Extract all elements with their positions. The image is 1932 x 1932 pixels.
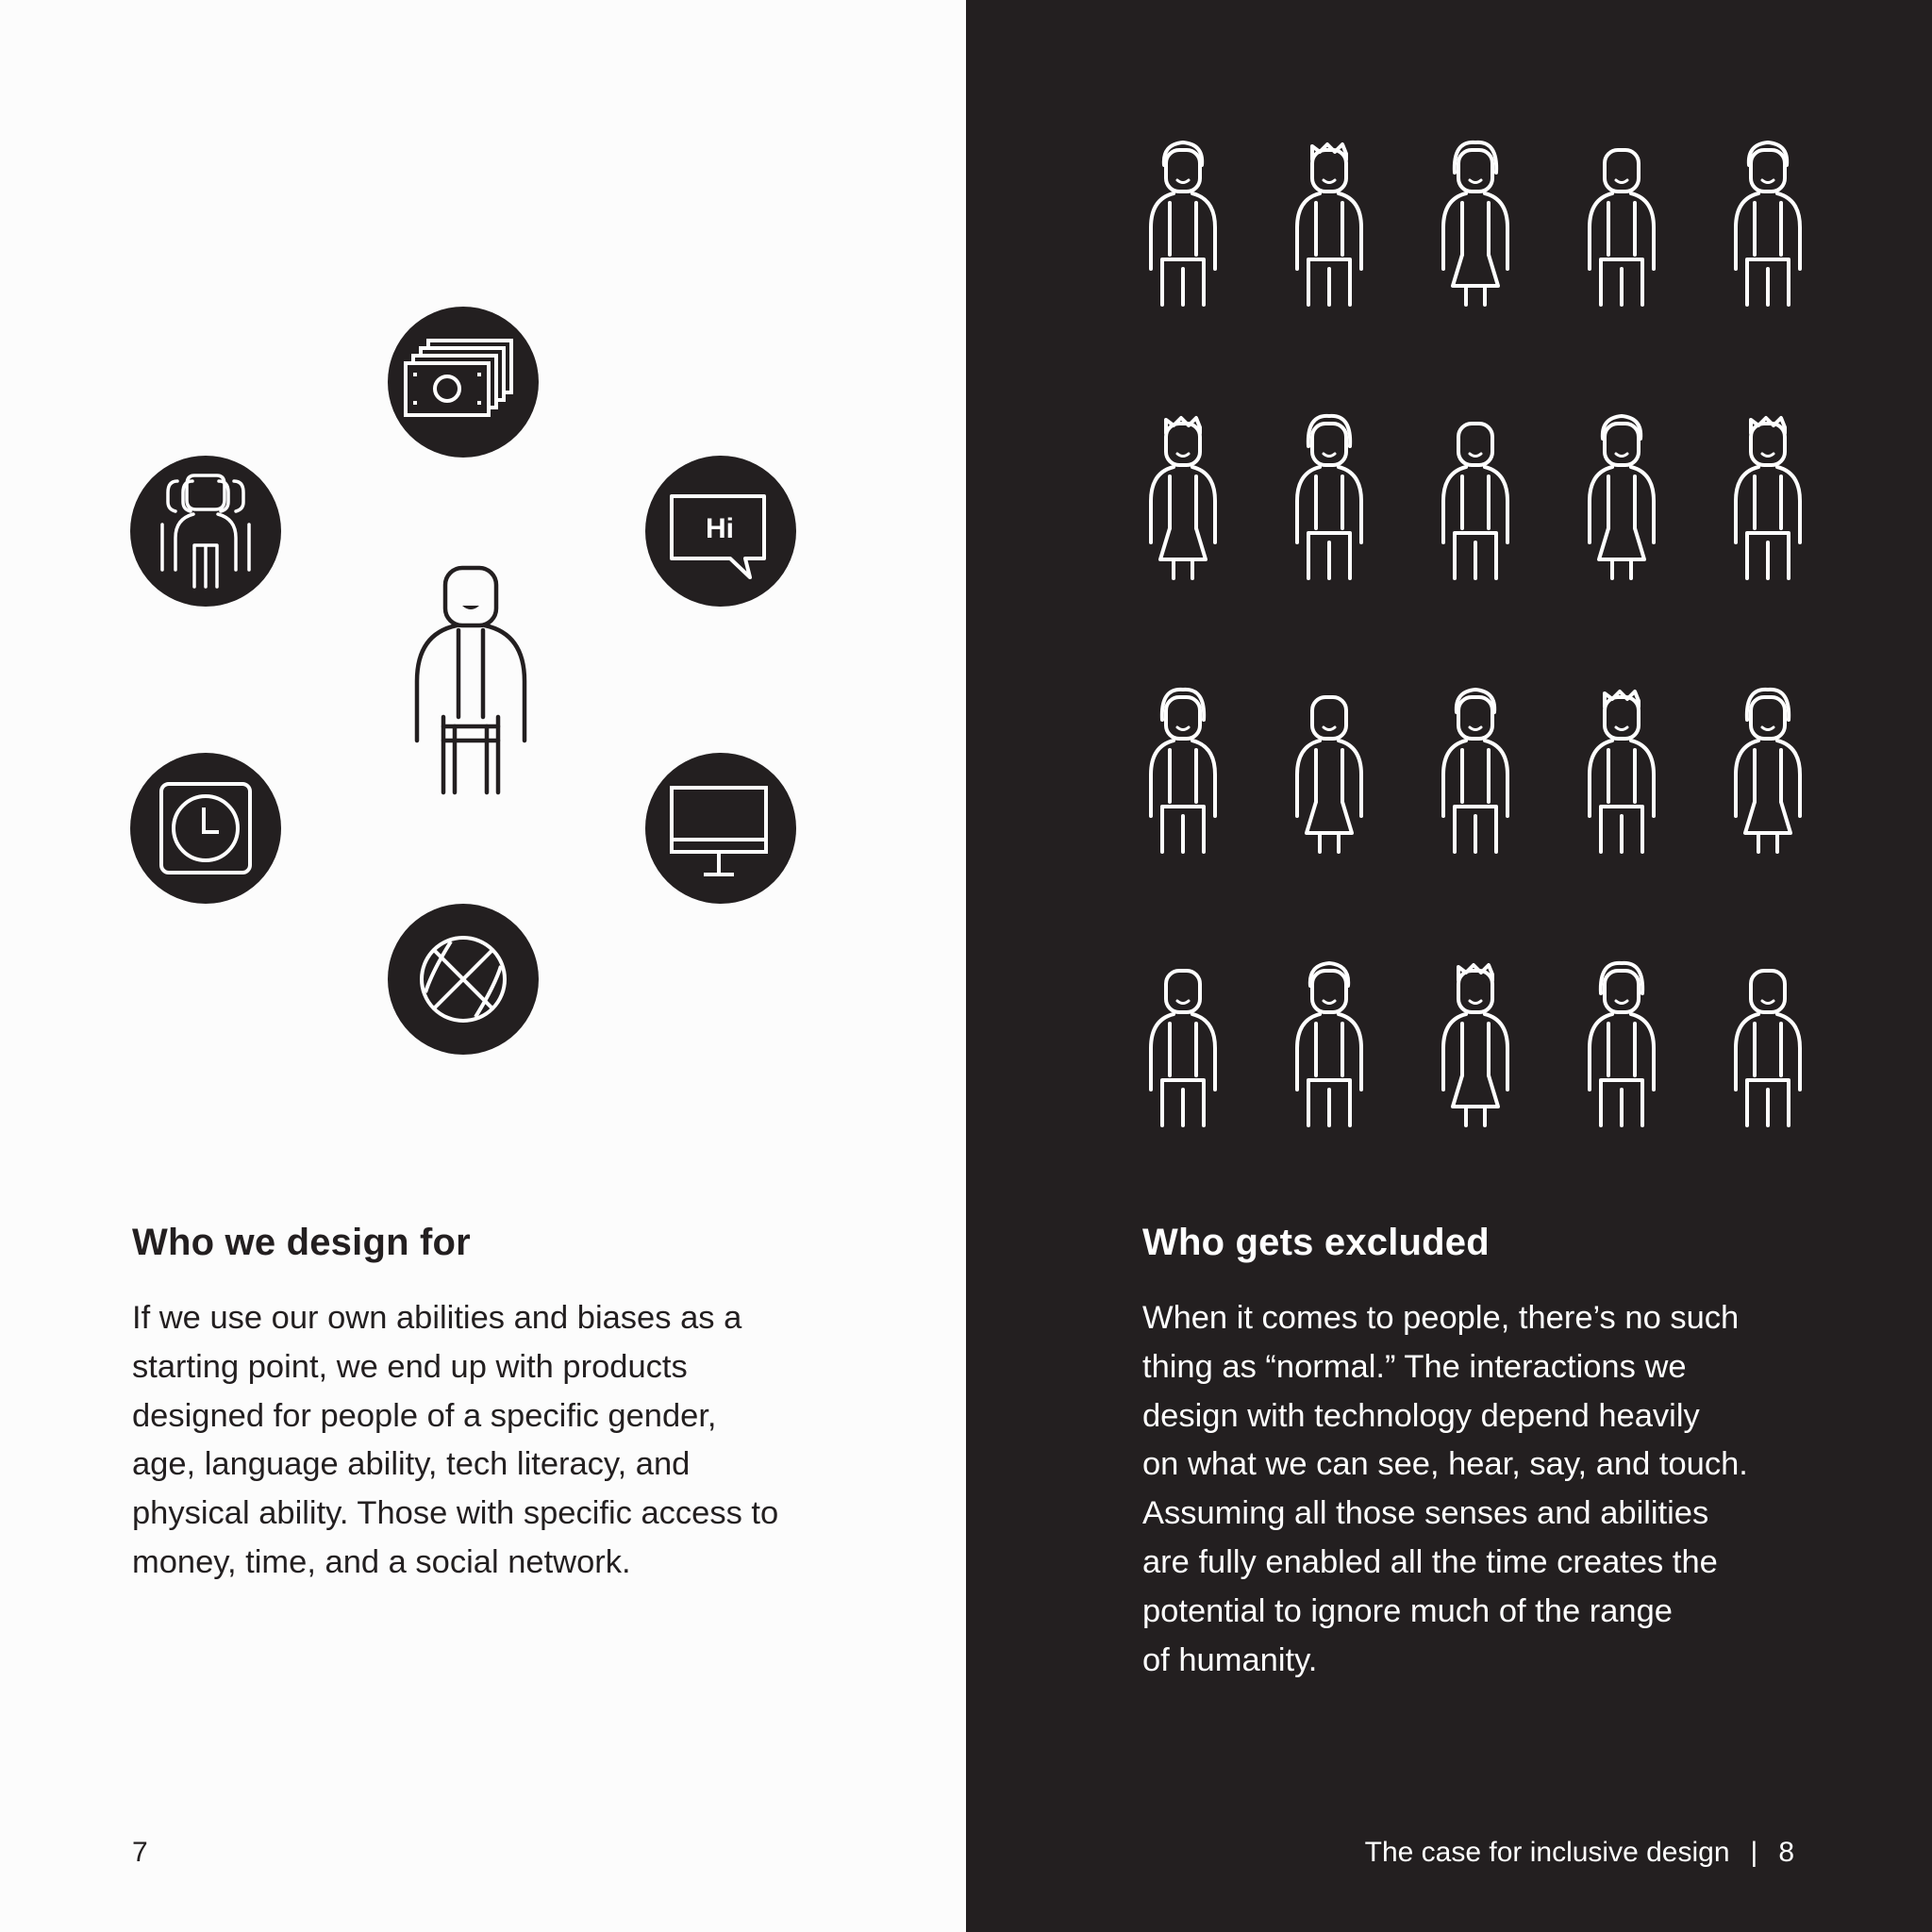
money-icon [388,307,539,458]
right-body-line: on what we can see, hear, say, and touch. [1142,1446,1748,1483]
left-page-number: 7 [132,1837,148,1868]
right-footer [1365,1837,1794,1869]
right-page-number: 8 [1778,1837,1794,1868]
footer-separator: | [1750,1837,1758,1868]
person-icon [1443,965,1507,1125]
monitor-icon [645,753,796,904]
group-of-people-icon [130,456,281,607]
person-icon [1736,971,1800,1125]
person-icon [1151,971,1215,1125]
person-icon [1297,144,1361,305]
person-icon [1590,150,1654,305]
person-icon [1590,963,1654,1125]
right-body-line: of humanity. [1142,1641,1318,1678]
right-body-line: are fully enabled all the time creates the [1142,1543,1718,1580]
right-body-line: Assuming all those senses and abilities [1142,1495,1709,1532]
person-icon [1443,142,1507,305]
left-body-line: age, language ability, tech literacy, and [132,1446,691,1483]
person-icon [1590,416,1654,578]
person-icon [417,568,525,792]
left-heading: Who we design for [132,1222,471,1263]
left-body-line: money, time, and a social network. [132,1543,631,1580]
right-page [966,0,1932,1932]
person-icon [1151,142,1215,305]
right-body-line: When it comes to people, there’s no such [1142,1300,1740,1336]
right-body-line: thing as “normal.” The interactions we [1142,1348,1687,1385]
right-body-text [1142,1294,1784,1685]
left-body-text [132,1294,811,1588]
footer-title: The case for inclusive design [1364,1837,1730,1868]
chat-bubble-text: Hi [706,513,734,544]
person-icon [1297,416,1361,578]
person-icon [1736,418,1800,578]
right-body-line: design with technology depend heavily [1142,1397,1700,1434]
person-icon [1736,142,1800,305]
basketball-icon [388,904,539,1055]
clock-icon [130,753,281,904]
right-heading: Who gets excluded [1142,1222,1490,1263]
person-icon [1297,697,1361,852]
person-icon [1297,963,1361,1125]
person-icon [1590,691,1654,852]
people-icons-grid [966,0,1932,1189]
left-body-line: designed for people of a specific gender, [132,1397,717,1434]
person-icon [1736,690,1800,852]
person-icon [1443,424,1507,578]
chat-bubble-icon [645,456,796,607]
left-body-line: starting point, we end up with products [132,1348,688,1385]
person-icon [1151,690,1215,852]
person-icon [1151,418,1215,578]
design-for-diagram [0,0,966,1132]
left-body-line: If we use our own abilities and biases as a [132,1300,742,1336]
left-body-line: physical ability. Those with specific access to [132,1495,779,1532]
right-body-line: potential to ignore much of the range [1142,1592,1673,1629]
person-icon [1443,690,1507,852]
